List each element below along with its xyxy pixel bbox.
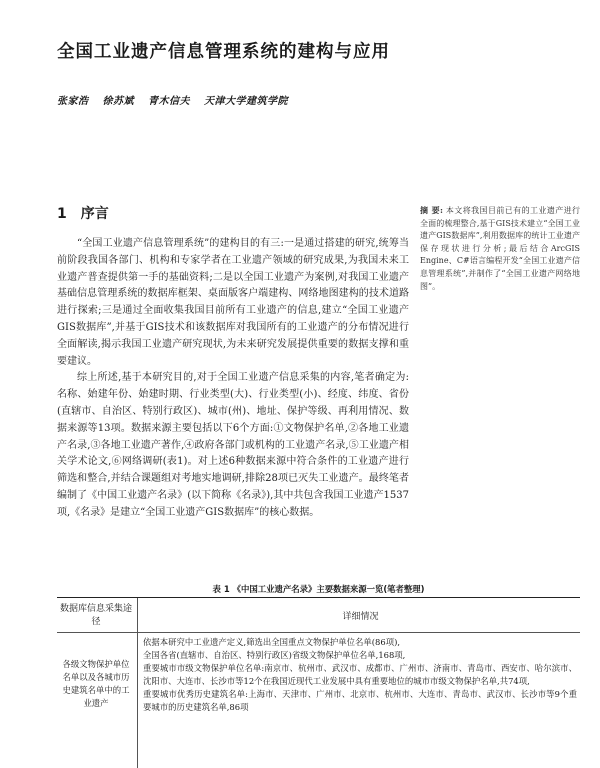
author-2: 徐苏斌 [102,96,134,107]
author-1: 张家浩 [57,96,89,107]
table-detail-line: 重要城市优秀历史建筑名单:上海市、天津市、广州市、北京市、杭州市、大连市、青岛市、武汉市、长沙市等9个重要城市的历史建筑名单,86项 [143,689,577,712]
section-heading [57,203,109,223]
abstract [420,204,580,293]
table-column-divider [137,598,138,768]
data-source-table [57,597,580,768]
body-paragraph-2: 综上所述,基于本研究目的,对于全国工业遗产信息采集的内容,笔者确定为:名称、始建年份、始建时期、行业类型(大)、行业类型(小)、经度、纬度、省份(直辖市、自治区、特别行政区)、城市(州)、地址、保护等级、再利用情况、数据来源等13项。数据来源主要包括以下6个方面:①文物保护名单,②各地工业遗产名录,③各地工业遗产著作,④政府各部门或机构的工业遗产名录,⑤工业遗产相关学术论文,⑥网络调研(表1)。对上述6种数据来源中符合条件的工业遗产进行筛选和整合,并结合课题组对考地实地调研,排除28项已灭失工业遗产。最终笔者编制了《中国工业遗产名录》(以下简称《名录》),其中共包含我国工业遗产1537项,《名录》是建立“全国工业遗产GIS数据库”的核心数据。 [57,372,409,518]
table-header-source: 数据库信息采集途径 [59,604,132,627]
paper-title: 全国工业遗产信息管理系统的建构与应用 [57,42,390,62]
table-row-label: 各级文物保护单位名单以及各城市历史建筑名单中的工业遗产 [62,659,130,708]
table-detail-line: 全国各省(直辖市、自治区、特别行政区)省级文物保护单位名单,168项, [143,650,406,660]
table-detail-line: 重要城市市级文物保护单位名单:南京市、杭州市、武汉市、成都市、广州市、济南市、青岛市、西安市、哈尔滨市、沈阳市、大连市、长沙市等12个在我国近现代工业发展中具有重要地位的城市市级文物保护名单,共74项, [143,663,577,686]
table-detail-line: 依据本研究中工业遗产定义,筛选出全国重点文物保护单位名单(86项), [143,637,401,647]
table-header [57,598,580,633]
table-header-details: 详细情况 [342,612,379,622]
section-title: 序言 [80,206,109,222]
table-row-details [143,636,577,714]
body-paragraph-1: “全国工业遗产信息管理系统”的建构目的有三:一是通过搭建的研究,统筹当前阶段我国各部门、机构和专家学者在工业遗产领域的研究成果,为我国未来工业遗产普查提供第一手的基础资料;二是以全国工业遗产为案例,对我国工业遗产基础信息管理系统的数据库框架、桌面版客户端建构、网络地图建构的技术道路进行探索;三是通过全面收集我国目前所有工业遗产的信息,建立“全国工业遗产GIS数据库”,并基于GIS技术和该数据库对我国所有的工业遗产的分布情况进行全面解读,揭示我国工业遗产研究现状,为未来研究发展提供重要的数据支撑和重要建议。 [57,238,409,367]
section-number: 1 [57,206,67,222]
table-caption: 表 1 《中国工业遗产名录》主要数据来源一览(笔者整理) [212,584,425,594]
body-text [57,236,409,522]
affiliation: 天津大学建筑学院 [203,96,288,107]
abstract-text: 本文将我国目前已有的工业遗产进行全面的梳理整合,基于GIS技术建立“全国工业遗产GIS数据库”,利用数据库的统计工业遗产保存现状进行分析;最后结合ArcGIS Engine、C#语言编程开发“全国工业遗产信息管理系统”,并制作了“全国工业遗产网络地图”。 [420,206,581,291]
abstract-label: 摘 要: [420,205,443,215]
author-line [57,92,477,107]
author-3: 青木信夫 [147,96,190,107]
